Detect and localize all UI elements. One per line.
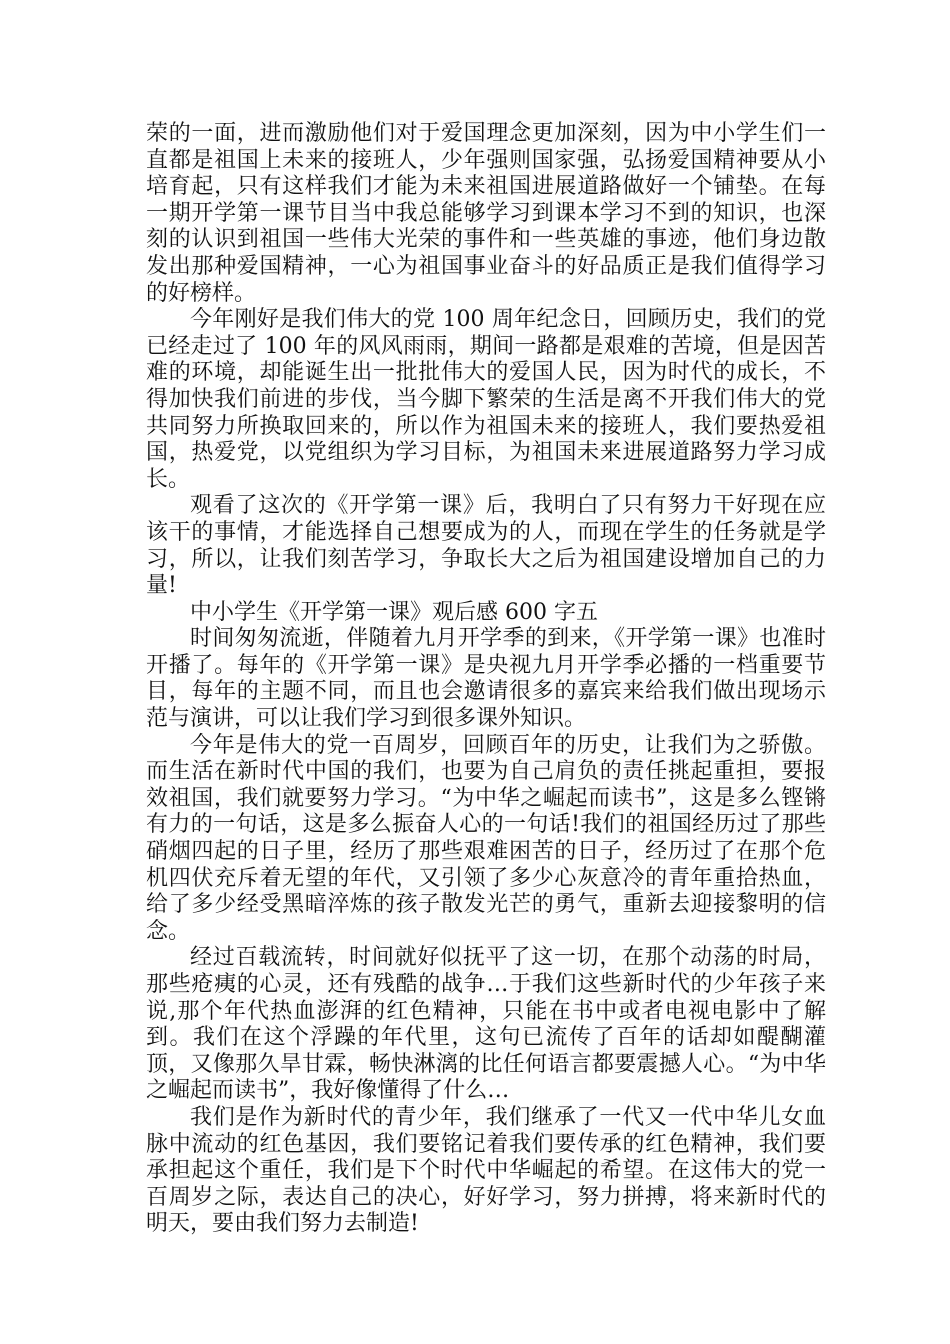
paragraph: 今年刚好是我们伟大的党 100 周年纪念日，回顾历史，我们的党已经走过了 100 年的风风雨雨，期间一路都是艰难的苦境，但是因苦难的环境，却能诞生出一批批伟大的爱国人民，因为时代的成长，不得加快我们前进的步伐，当今脚下繁荣的生活是离不开我们伟大的党共同努力所换取回来的，所以作为祖国未来的接班人，我们要热爱祖国，热爱党，以党组织为学习目标，为祖国未来进展道路努力学习成长。	[146, 307, 826, 492]
paragraph: 经过百载流转，时间就好似抚平了这一切，在那个动荡的时局，那些疮痍的心灵，还有残酷的战争…于我们这些新时代的少年孩子来说,那个年代热血澎湃的红色精神，只能在书中或者电视电影中了解到。我们在这个浮躁的年代里，这句已流传了百年的话却如醍醐灌顶，又像那久旱甘霖，畅快淋漓的比任何语言都要震撼人心。“为中华之崛起而读书”，我好像懂得了什么…	[146, 945, 826, 1104]
paragraph: 我们是作为新时代的青少年，我们继承了一代又一代中华儿女血脉中流动的红色基因，我们要铭记着我们要传承的红色精神，我们要承担起这个重任，我们是下个时代中华崛起的希望。在这伟大的党一百周岁之际，表达自己的决心，好好学习，努力拼搏，将来新时代的明天，要由我们努力去制造!	[146, 1104, 826, 1237]
paragraph: 荣的一面，进而激励他们对于爱国理念更加深刻，因为中小学生们一直都是祖国上未来的接班人，少年强则国家强，弘扬爱国精神要从小培育起，只有这样我们才能为未来祖国进展道路做好一个铺垫。在每一期开学第一课节目当中我总能够学习到课本学习不到的知识，也深刻的认识到祖国一些伟大光荣的事件和一些英雄的事迹，他们身边散发出那种爱国精神，一心为祖国事业奋斗的好品质正是我们值得学习的好榜样。	[146, 121, 826, 306]
document-body	[146, 121, 826, 1238]
paragraph: 时间匆匆流逝，伴随着九月开学季的到来，《开学第一课》也准时开播了。每年的《开学第一课》是央视九月开学季必播的一档重要节目，每年的主题不同，而且也会邀请很多的嘉宾来给我们做出现场示范与演讲，可以让我们学习到很多课外知识。	[146, 626, 826, 732]
section-heading: 中小学生《开学第一课》观后感 600 字五	[190, 599, 598, 625]
paragraph: 今年是伟大的党一百周岁，回顾百年的历史，让我们为之骄傲。而生活在新时代中国的我们，也要为自己肩负的责任挑起重担，要报效祖国，我们就要努力学习。“为中华之崛起而读书”，这是多么铿锵有力的一句话，这是多么振奋人心的一句话!我们的祖国经历过了那些硝烟四起的日子里，经历了那些艰难困苦的日子，经历过了在那个危机四伏充斥着无望的年代，又引领了多少心灰意冷的青年重拾热血，给了多少经受黑暗淬炼的孩子散发光芒的勇气，重新去迎接黎明的信念。	[146, 732, 826, 944]
paragraph: 观看了这次的《开学第一课》后，我明白了只有努力干好现在应该干的事情，才能选择自己想要成为的人，而现在学生的任务就是学习，所以，让我们刻苦学习，争取长大之后为祖国建设增加自己的力量!	[146, 493, 826, 599]
